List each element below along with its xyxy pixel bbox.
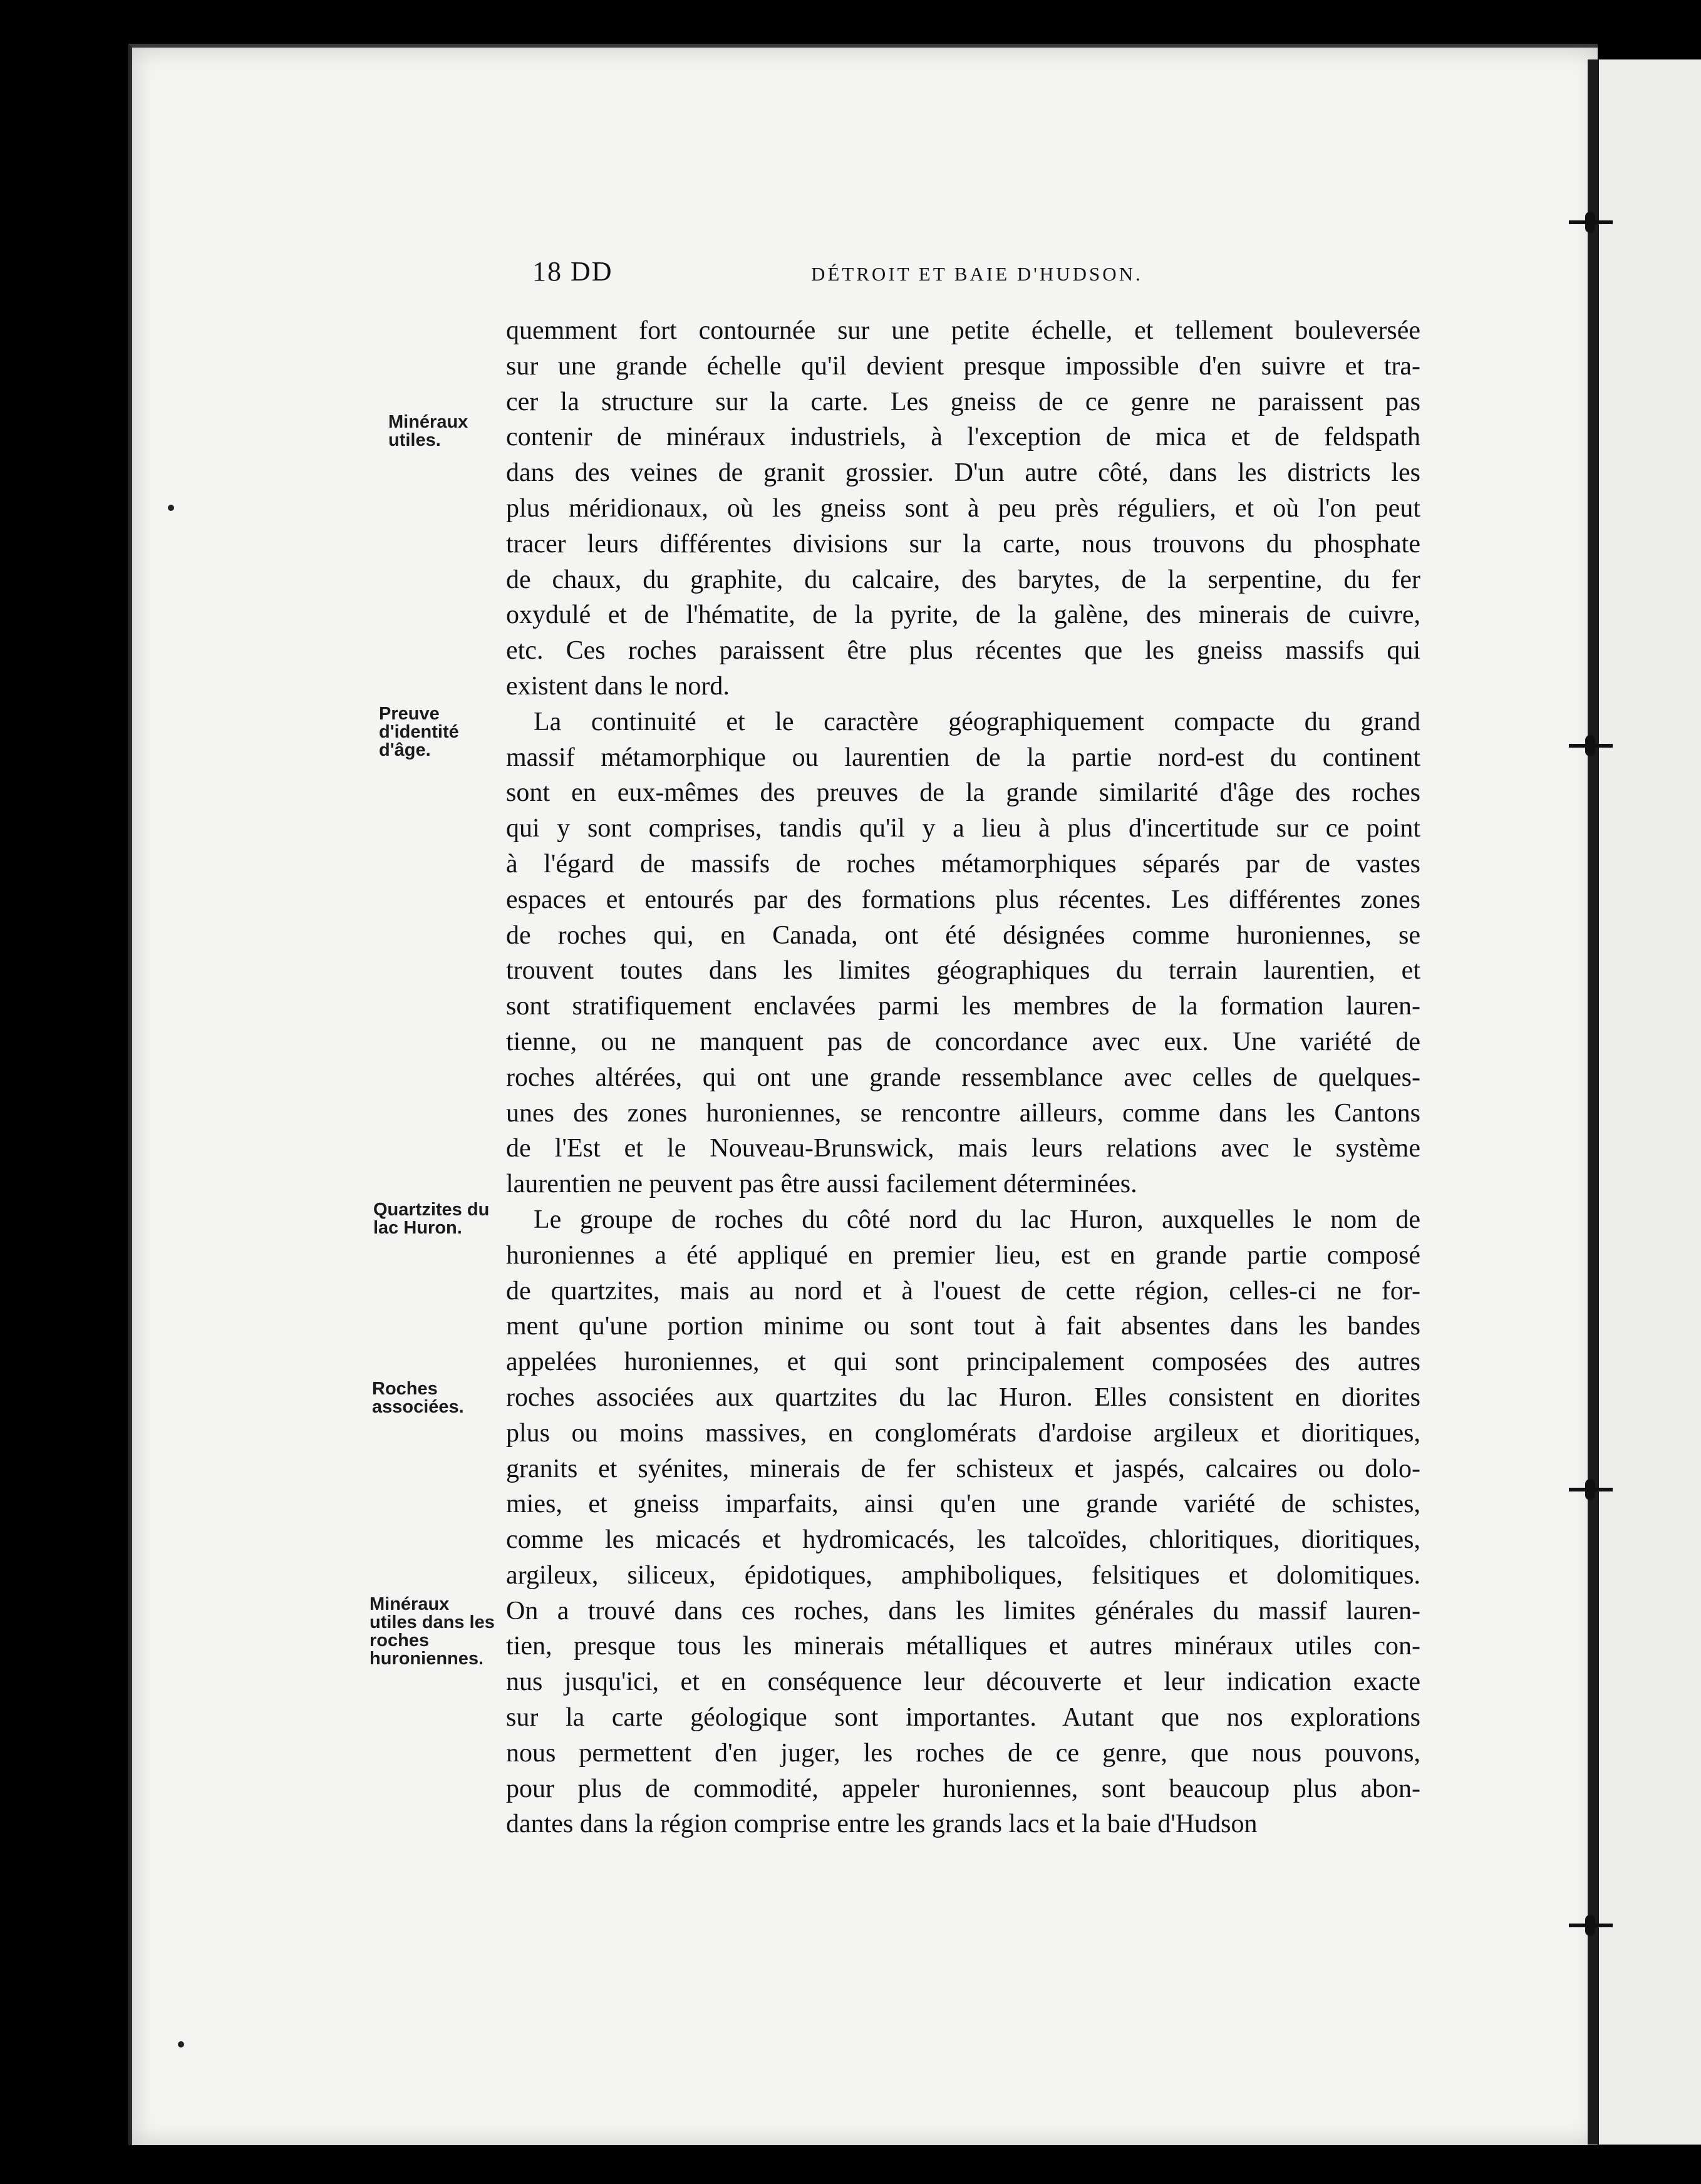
- text-line: dans des veines de granit grossier. D'un autre côté, dans les districts les: [506, 458, 1420, 488]
- text-line: sur la carte géologique sont importantes. Autant que nos explorations: [506, 1703, 1420, 1733]
- text-line: de roches qui, en Canada, ont été désignées comme huroniennes, se: [506, 920, 1420, 950]
- page-edge-mark: [1569, 744, 1613, 748]
- text-line: La continuité et le caractère géographiquement compacte du grand: [534, 707, 1420, 736]
- page-edge-mark: [1569, 220, 1613, 224]
- text-line: sont stratifiquement enclavées parmi les membres de la formation lauren-: [506, 992, 1420, 1021]
- scan-speck: [168, 505, 174, 511]
- text-line: de quartzites, mais au nord et à l'ouest de cette région, celles-ci ne for-: [506, 1276, 1420, 1306]
- text-line: existent dans le nord.: [506, 671, 730, 701]
- text-line: trouvent toutes dans les limites géographiques du terrain laurentien, et: [506, 956, 1420, 986]
- text-line: sur une grande échelle qu'il devient presque impossible d'en suivre et tra-: [506, 351, 1420, 381]
- text-line: quemment fort contournée sur une petite échelle, et tellement bouleversée: [506, 316, 1420, 345]
- text-line: Le groupe de roches du côté nord du lac Huron, auxquelles le nom de: [534, 1205, 1420, 1234]
- text-line: qui y sont comprises, tandis qu'il y a lieu à plus d'incertitude sur ce point: [506, 814, 1420, 843]
- page-edge-mark: [1569, 1924, 1613, 1927]
- sidenote-quartzites: Quartzites du lac Huron.: [373, 1200, 490, 1238]
- sidenote-mineraux-utiles: Minéraux utiles.: [388, 412, 468, 450]
- body-text: [506, 313, 1420, 1842]
- text-line: comme les micacés et hydromicacés, les talcoïdes, chloritiques, dioritiques,: [506, 1525, 1420, 1555]
- text-line: nus jusqu'ici, et en conséquence leur découverte et leur indication exacte: [506, 1667, 1420, 1697]
- running-title: DÉTROIT ET BAIE D'HUDSON.: [811, 263, 1143, 285]
- text-line: oxydulé et de l'hématite, de la pyrite, de la galène, des minerais de cuivre,: [506, 600, 1420, 630]
- text-line: plus ou moins massives, en conglomérats d'ardoise argileux et dioritiques,: [506, 1418, 1420, 1448]
- text-line: On a trouvé dans ces roches, dans les limites générales du massif lauren-: [506, 1596, 1420, 1625]
- facing-page-edge: [1599, 59, 1701, 2145]
- text-line: plus méridionaux, où les gneiss sont à peu près réguliers, et où l'on peut: [506, 493, 1420, 523]
- sidenote-preuve-identite: Preuve d'identité d'âge.: [379, 704, 459, 760]
- text-line: espaces et entourés par des formations plus récentes. Les différentes zones: [506, 885, 1420, 914]
- text-line: de chaux, du graphite, du calcaire, des barytes, de la serpentine, du fer: [506, 565, 1420, 594]
- text-line: roches altérées, qui ont une grande ressemblance avec celles de quelques-: [506, 1063, 1420, 1092]
- text-line: contenir de minéraux industriels, à l'exception de mica et de feldspath: [506, 423, 1420, 452]
- text-line: pour plus de commodité, appeler huroniennes, sont beaucoup plus abon-: [506, 1774, 1420, 1803]
- text-line: huroniennes a été appliqué en premier lieu, est en grande partie composé: [506, 1240, 1420, 1270]
- text-line: de l'Est et le Nouveau-Brunswick, mais leurs relations avec le système: [506, 1134, 1420, 1163]
- text-line: mies, et gneiss imparfaits, ainsi qu'en une grande variété de schistes,: [506, 1490, 1420, 1519]
- text-line: tien, presque tous les minerais métalliques et autres minéraux utiles con-: [506, 1632, 1420, 1661]
- text-line: massif métamorphique ou laurentien de la partie nord-est du continent: [506, 743, 1420, 772]
- text-line: sont en eux-mêmes des preuves de la grande similarité d'âge des roches: [506, 778, 1420, 808]
- text-line: unes des zones huroniennes, se rencontre ailleurs, comme dans les Cantons: [506, 1098, 1420, 1128]
- sidenote-roches-associees: Roches associées.: [372, 1379, 464, 1417]
- text-line: cer la structure sur la carte. Les gneiss de ce genre ne paraissent pas: [506, 387, 1420, 416]
- text-line: tracer leurs différentes divisions sur la carte, nous trouvons du phosphate: [506, 529, 1420, 559]
- text-line: à l'égard de massifs de roches métamorphiques séparés par de vastes: [506, 849, 1420, 878]
- text-line: ment qu'une portion minime ou sont tout à fait absentes dans les bandes: [506, 1312, 1420, 1341]
- page-edge-mark: [1569, 1488, 1613, 1491]
- text-line: dantes dans la région comprise entre les grands lacs et la baie d'Hudson: [506, 1810, 1258, 1839]
- text-line: granits et syénites, minerais de fer schisteux et jaspés, calcaires ou dolo-: [506, 1454, 1420, 1483]
- text-line: etc. Ces roches paraissent être plus récentes que les gneiss massifs qui: [506, 636, 1420, 666]
- sidenote-mineraux-huroniennes: Minéraux utiles dans les roches huroniennes.: [370, 1594, 495, 1669]
- text-line: roches associées aux quartzites du lac Huron. Elles consistent en diorites: [506, 1383, 1420, 1412]
- running-head: [532, 255, 1422, 293]
- scan-speck: [178, 2041, 184, 2048]
- text-line: appelées huroniennes, et qui sont principalement composées des autres: [506, 1347, 1420, 1377]
- binding-edge: [1588, 59, 1599, 2145]
- text-line: argileux, siliceux, épidotiques, amphiboliques, felsitiques et dolomitiques.: [506, 1560, 1420, 1590]
- page-number: 18 DD: [532, 256, 613, 287]
- text-line: nous permettent d'en juger, les roches de ce genre, que nous pouvons,: [506, 1738, 1420, 1768]
- text-line: laurentien ne peuvent pas être aussi facilement déterminées.: [506, 1170, 1137, 1199]
- text-line: tienne, ou ne manquent pas de concordance avec eux. Une variété de: [506, 1027, 1420, 1056]
